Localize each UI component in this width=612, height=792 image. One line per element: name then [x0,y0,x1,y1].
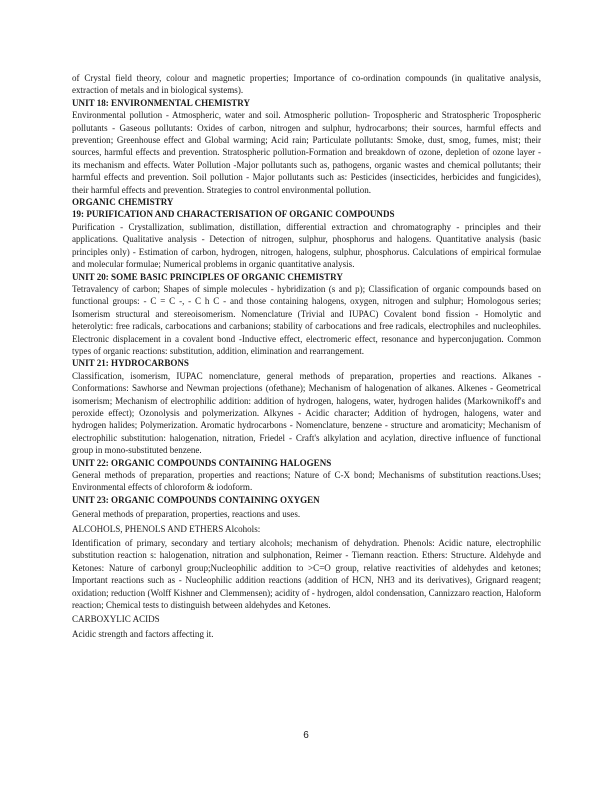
intro-paragraph: of Crystal field theory, colour and magnetic properties; Importance of co-ordination compounds (in qualitative analysis, extraction of metals and in biological systems). [72,73,541,96]
unit18-heading: UNIT 18: ENVIRONMENTAL CHEMISTRY [72,97,251,108]
unit18-body: Environmental pollution - Atmospheric, water and soil. Atmospheric pollution- Tropospheric and Stratospheric Tropospheric pollutants - Gaseous pollutants: Oxides of carbon, nitrogen and sulphur, hydrocarbons; their sources, harmful effects and prevention; Greenhouse effect and Global warming; Acid rain; Particulate pollutants: Smoke, dust, smog, fumes, mist; their sources, harmful effects and prevention. Stratospheric pollution-Formation and breakdown of ozone, depletion of ozone layer - its mechanism and effects. Water Pollution -Major pollutants such as, pathogens, organic wastes and chemical pollutants; their harmful effects and prevention. Soil pollution - Major pollutants such as: Pesticides (insecticides, herbicides and fungicides), their harmful effects and prevention. Strategies to control environmental pollution. [72,110,541,195]
unit23-intro: General methods of preparation, properties, reactions and uses. [72,509,301,520]
unit20-body: Tetravalency of carbon; Shapes of simple molecules - hybridization (s and p); Classification of organic compounds based on functional groups: - C = C -, - C h C - and those containing halogens, oxygen, nitrogen and sulphur; Homologous series; Isomerism structural and stereoisomerism. Nomenclature (Trivial and IUPAC) Covalent bond fission - Homolytic and heterolytic: free radicals, carbocations and carbanions; stability of carbocations and free radicals, electrophiles and nucleophiles. Electronic displacement in a covalent bond -Inductive effect, electromeric effect, resonance and hyperconjugation. Common types of organic reactions: substitution, addition, elimination and rearrangement. [72,283,541,356]
unit21-body: Classification, isomerism, IUPAC nomenclature, general methods of preparation, properties and reactions. Alkanes - Conformations: Sawhorse and Newman projections (ofethane); Mechanism of halogenation of alkanes. Alkenes - Geometrical isomerism; Mechanism of electrophilic addition: addition of hydrogen, halogens, water, hydrogen halides (Markownikoff's and peroxide effect); Ozonolysis and polymerization. Alkynes - Acidic character; Addition of hydrogen, halogens, water and hydrogen halides; Polymerization. Aromatic hydrocarbons - Nomenclature, benzene - structure and aromaticity; Mechanism of electrophilic substitution: halogenation, nitration, Friedel - Craft's alkylation and acylation, directive influence of functional group in mono-substituted benzene. [72,370,541,456]
document-page [72,72,541,640]
unit23-heading: UNIT 23: ORGANIC COMPOUNDS CONTAINING OXYGEN [72,494,320,505]
alcohols-subheading: ALCOHOLS, PHENOLS AND ETHERS Alcohols: [72,523,261,534]
page-number: 6 [303,730,309,741]
carboxylic-acids-body: Acidic strength and factors affecting it. [72,628,214,639]
carboxylic-acids-subheading: CARBOXYLIC ACIDS [72,614,160,625]
unit22-body: General methods of preparation, properties and reactions; Nature of C-X bond; Mechanisms of substitution reactions.Uses; Environmental effects of chloroform & iodoform. [72,470,541,493]
unit21-heading: UNIT 21: HYDROCARBONS [72,358,189,369]
unit19-body: Purification - Crystallization, sublimation, distillation, differential extraction and chromatography - principles and their applications. Qualitative analysis - Detection of nitrogen, sulphur, phosphorus and halogens. Quantitative analysis (basic principles only) - Estimation of carbon, hydrogen, nitrogen, halogens, sulphur, phosphorus. Calculations of empirical formulae and molecular formulae; Numerical problems in organic quantitative analysis. [72,221,541,270]
unit19-heading: 19: PURIFICATION AND CHARACTERISATION OF ORGANIC COMPOUNDS [72,209,395,220]
organic-chemistry-heading: ORGANIC CHEMISTRY [72,197,174,208]
unit20-heading: UNIT 20: SOME BASIC PRINCIPLES OF ORGANIC CHEMISTRY [72,271,343,282]
unit23-body: Identification of primary, secondary and tertiary alcohols; mechanism of dehydration. Phenols: Acidic nature, electrophilic substitution reaction s: halogenation, nitration and sulphonation, Reimer - Tiemann reaction. Ethers: Structure. Aldehyde and Ketones: Nature of carbonyl group;Nucleophilic addition to >C=O group, relative reactivities of aldehydes and ketones; Important reactions such as - Nucleophilic addition reactions (addition of HCN, NH3 and its derivatives), Grignard reagent; oxidation; reduction (Wolff Kishner and Clemmensen); acidity of - hydrogen, aldol condensation, Cannizzaro reaction, Haloform reaction; Chemical tests to distinguish between aldehydes and Ketones. [72,538,541,611]
unit22-heading: UNIT 22: ORGANIC COMPOUNDS CONTAINING HALOGENS [72,457,332,468]
